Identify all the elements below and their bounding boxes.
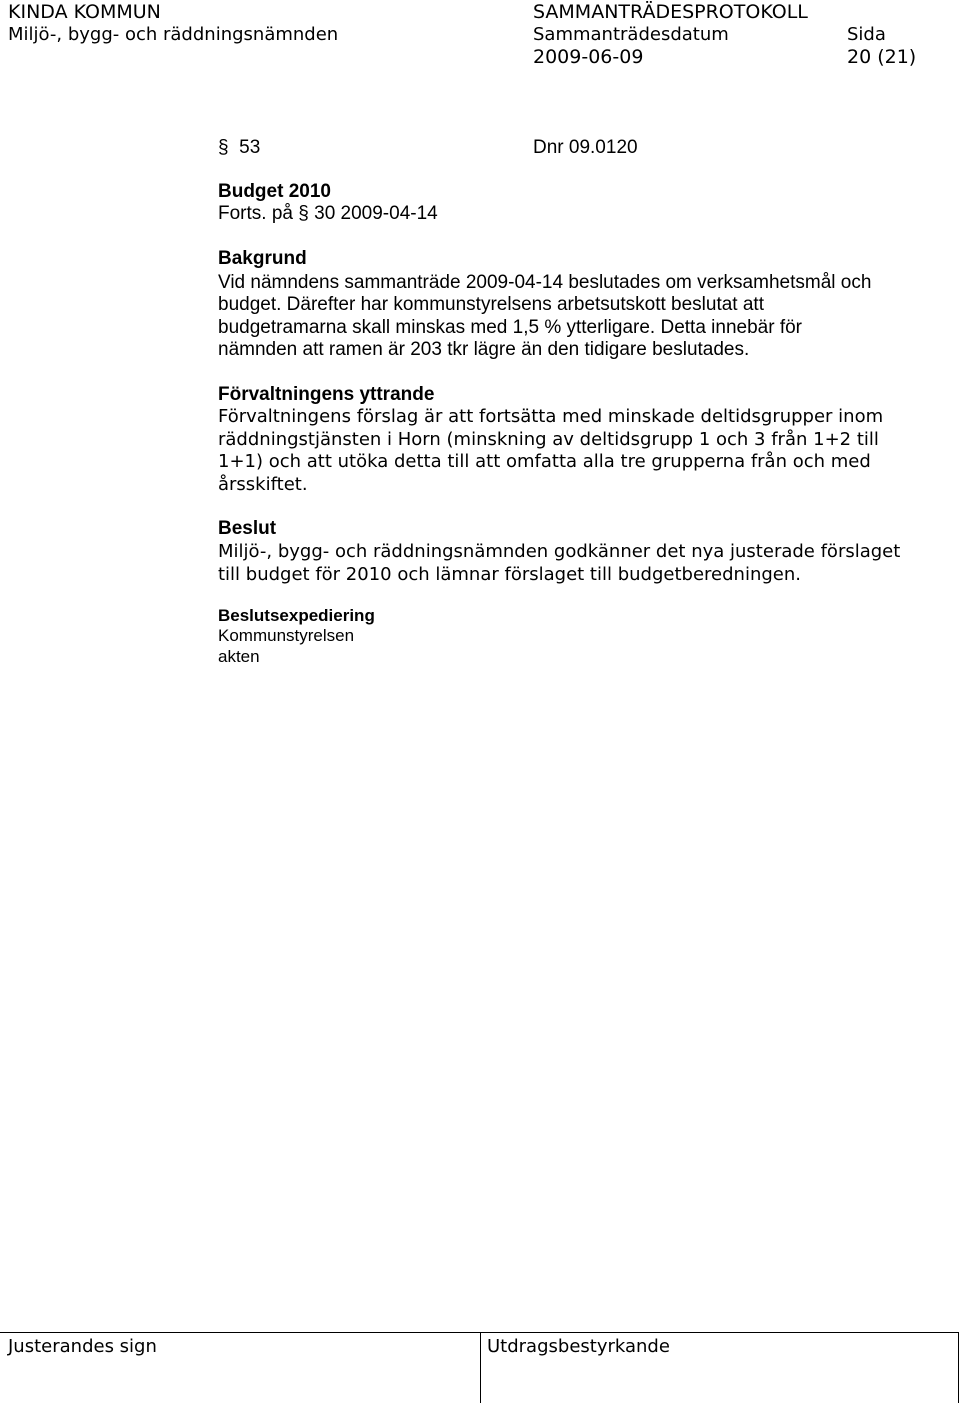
expediering-heading: Beslutsexpediering xyxy=(218,606,375,625)
bakgrund-line: budgetramarna skall minskas med 1,5 % ytterligare. Detta innebär för xyxy=(218,317,802,338)
forvaltning-line: Förvaltningens förslag är att fortsätta med minskade deltidsgrupper inom xyxy=(218,406,884,427)
document-type: SAMMANTRÄDESPROTOKOLL xyxy=(533,1,808,23)
section-symbol: § xyxy=(218,137,229,158)
paragraph-value: 53 xyxy=(239,137,261,158)
meeting-date: 2009-06-09 xyxy=(533,46,644,68)
bakgrund-line: Vid nämndens sammanträde 2009-04-14 beslutades om verksamhetsmål och xyxy=(218,272,872,293)
bakgrund-line: budget. Därefter har kommunstyrelsens arbetsutskott beslutat att xyxy=(218,294,764,315)
forts-prefix: Forts. på xyxy=(218,203,293,224)
beslut-heading: Beslut xyxy=(218,518,277,539)
forvaltning-line: 1+1) och att utöka detta till att omfatta alla tre grupperna från och med xyxy=(218,451,871,472)
paragraph-number xyxy=(218,137,260,160)
beslut-line: Miljö-, bygg- och räddningsnämnden godkänner det nya justerade förslaget xyxy=(218,541,901,562)
expediering-recipient: akten xyxy=(218,647,260,666)
dnr: Dnr 09.0120 xyxy=(533,137,638,158)
expediering-recipient: Kommunstyrelsen xyxy=(218,626,355,645)
extract-certification-label: Utdragsbestyrkande xyxy=(487,1336,670,1357)
date-label: Sammanträdesdatum xyxy=(533,24,729,45)
forvaltning-line: räddningstjänsten i Horn (minskning av deltidsgrupp 1 och 3 från 1+2 till xyxy=(218,429,879,450)
committee-name: Miljö-, bygg- och räddningsnämnden xyxy=(8,24,339,45)
beslut-line: till budget för 2010 och lämnar förslaget till budgetberedningen. xyxy=(218,564,801,585)
continuation-reference xyxy=(218,203,438,226)
item-title: Budget 2010 xyxy=(218,181,331,202)
adjuster-signature-label: Justerandes sign xyxy=(8,1336,157,1357)
forvaltning-line: årsskiftet. xyxy=(218,474,308,495)
footer-divider xyxy=(480,1333,481,1403)
page-number: 20 (21) xyxy=(847,46,917,68)
forts-reference: 30 2009-04-14 xyxy=(314,203,438,224)
organization-name: KINDA KOMMUN xyxy=(8,1,161,23)
bakgrund-heading: Bakgrund xyxy=(218,248,307,269)
page-label: Sida xyxy=(847,24,886,45)
signature-footer xyxy=(0,1332,959,1403)
forvaltning-heading: Förvaltningens yttrande xyxy=(218,384,435,405)
section-symbol: § xyxy=(298,203,309,224)
bakgrund-line: nämnden att ramen är 203 tkr lägre än den tidigare beslutades. xyxy=(218,339,750,360)
